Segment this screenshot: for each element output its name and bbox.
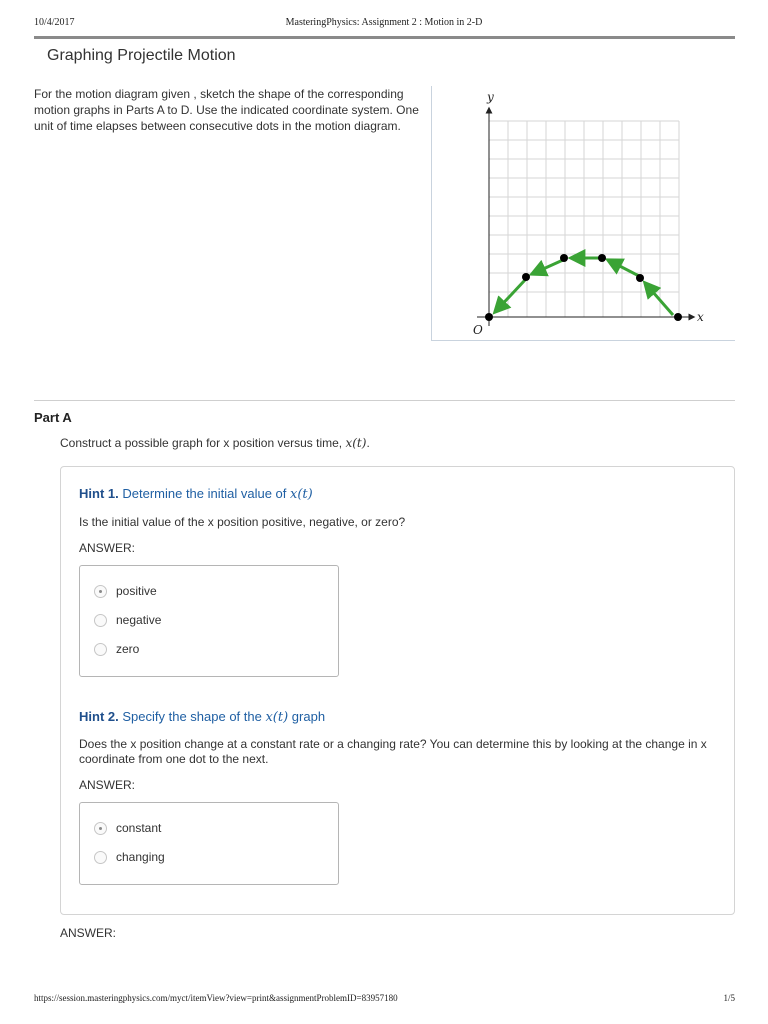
print-date: 10/4/2017 — [34, 17, 75, 28]
option-label: changing — [116, 850, 165, 864]
radio-button[interactable] — [94, 585, 107, 598]
hint-1-title-math: x(t) — [290, 487, 313, 502]
motion-dot — [636, 274, 644, 282]
motion-dot — [674, 313, 682, 321]
option-label: constant — [116, 821, 162, 835]
radio-button[interactable] — [94, 851, 107, 864]
print-page-title: MasteringPhysics: Assignment 2 : Motion in 2-D — [285, 17, 483, 28]
radio-button[interactable] — [94, 614, 107, 627]
hint-2-answer-label: ANSWER: — [79, 778, 136, 792]
motion-diagram — [431, 86, 735, 341]
origin-label: O — [473, 323, 483, 337]
velocity-arrow — [495, 280, 525, 312]
radio-button[interactable] — [94, 822, 107, 835]
velocity-arrow — [608, 260, 639, 276]
option-label: positive — [116, 584, 157, 598]
motion-dot — [598, 254, 606, 262]
hint-2-title-text: Specify the shape of the — [122, 709, 262, 724]
y-axis-label: y — [487, 90, 494, 104]
part-a-prompt-suffix: . — [366, 436, 370, 450]
motion-dot — [485, 313, 493, 321]
hint-2-title-math: x(t) — [265, 710, 289, 725]
motion-dot — [560, 254, 568, 262]
motion-dot — [522, 273, 530, 281]
hint-2-title-suffix: graph — [291, 709, 326, 724]
print-url: https://session.masteringphysics.com/myct/itemView?view=print&assignmentProblemID=83957180 — [34, 993, 398, 1003]
motion-diagram-figure — [432, 86, 735, 340]
hint-1-title[interactable] — [79, 486, 313, 502]
print-page-number: 1/5 — [723, 993, 735, 1003]
velocity-arrow — [645, 283, 673, 315]
section-divider — [34, 400, 735, 401]
option-label: negative — [116, 613, 162, 627]
hint-2-number: Hint 2. — [79, 709, 119, 724]
hints-panel — [60, 466, 735, 915]
problem-intro: For the motion diagram given , sketch the shape of the corresponding motion graphs in Parts A to D. Use the indicated coordinate system. One unit of time elapses between consecutive dots in the motion diagram. — [34, 87, 419, 133]
part-a-prompt — [60, 436, 370, 450]
x-axis-label: x — [697, 310, 704, 324]
print-header — [34, 17, 734, 31]
hint-1-answer-label: ANSWER: — [79, 541, 136, 555]
part-a-prompt-math: x(t) — [345, 436, 367, 450]
option-label: zero — [116, 642, 140, 656]
part-a-prompt-text: Construct a possible graph for x position versus time, — [60, 436, 343, 450]
hint-1-choices — [79, 565, 339, 677]
hint-1-question: Is the initial value of the x position positive, negative, or zero? — [79, 515, 406, 529]
hint-2-title[interactable] — [79, 709, 325, 725]
velocity-arrow — [532, 260, 563, 274]
hint-1-number: Hint 1. — [79, 486, 119, 501]
hint-2-question: Does the x position change at a constant rate or a changing rate? You can determine this by looking at the change in x coordinate from one dot to the next. — [79, 737, 707, 766]
part-a-title: Part A — [34, 410, 72, 425]
hint-2-choices — [79, 802, 339, 885]
header-divider — [34, 36, 735, 39]
hint-1-title-text: Determine the initial value of — [122, 486, 287, 501]
part-a-answer-label: ANSWER: — [60, 926, 117, 940]
radio-button[interactable] — [94, 643, 107, 656]
page-title: Graphing Projectile Motion — [47, 47, 236, 64]
